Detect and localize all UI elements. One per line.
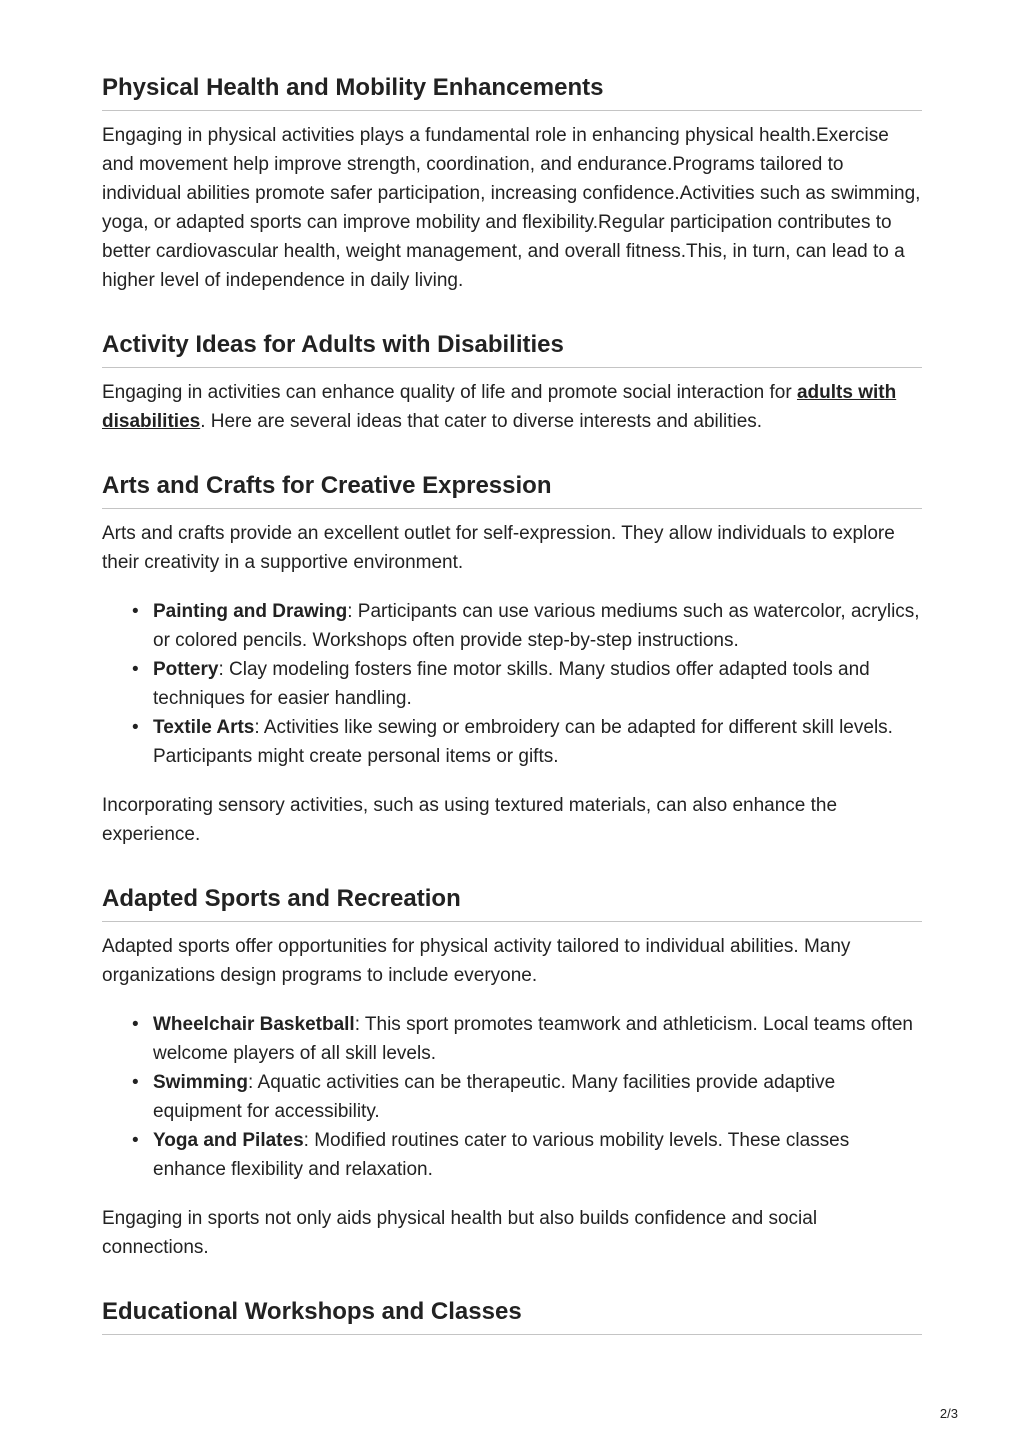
section-activity-ideas — [102, 327, 922, 436]
list-item-term: Painting and Drawing — [153, 601, 348, 622]
intro-text-before: Engaging in activities can enhance quality of life and promote social interaction for — [102, 382, 797, 403]
section-intro: Adapted sports offer opportunities for physical activity tailored to individual abilities. Many organizations design programs to include everyone. — [102, 936, 851, 986]
bullet-list — [102, 597, 922, 771]
intro-text-after: . Here are several ideas that cater to diverse interests and abilities. — [200, 411, 763, 432]
section-arts-crafts — [102, 468, 922, 849]
section-paragraph — [102, 378, 922, 436]
section-heading: Adapted Sports and Recreation — [102, 881, 922, 922]
list-item-text: : Modified routines cater to various mobility levels. These classes enhance flexibility and relaxation. — [153, 1130, 850, 1180]
list-item-text: : Activities like sewing or embroidery can be adapted for different skill levels. Participants might create personal items or gifts. — [153, 717, 893, 767]
section-adapted-sports — [102, 881, 922, 1262]
list-item — [132, 597, 922, 655]
section-heading: Activity Ideas for Adults with Disabilities — [102, 327, 922, 368]
bullet-icon: • — [132, 601, 139, 622]
list-item-text: : Clay modeling fosters fine motor skills. Many studios offer adapted tools and techniques for easier handling. — [153, 659, 870, 709]
section-outro: Incorporating sensory activities, such as using textured materials, can also enhance the experience. — [102, 795, 838, 845]
bullet-icon: • — [132, 1072, 139, 1093]
list-item-term: Pottery — [153, 659, 219, 680]
section-paragraph: Engaging in physical activities plays a fundamental role in enhancing physical health.Exercise and movement help improve strength, coordination, and endurance.Programs tailored to individual abilities promote safer participation, increasing confidence.Activities such as swimming, yoga, or adapted sports can improve mobility and flexibility.Regular participation contributes to better cardiovascular health, weight management, and overall fitness.This, in turn, can lead to a higher level of independence in daily living. — [102, 125, 921, 291]
list-item — [132, 655, 922, 713]
list-item — [132, 1068, 922, 1126]
bullet-icon: • — [132, 659, 139, 680]
list-item-text: : Participants can use various mediums such as watercolor, acrylics, or colored pencils. Workshops often provide step-by-step instructions. — [153, 601, 920, 651]
adults-with-disabilities-link[interactable]: adults with disabilities — [102, 382, 897, 432]
page-number: 2/3 — [939, 1406, 958, 1421]
list-item-term: Yoga and Pilates — [153, 1130, 304, 1151]
list-item-term: Textile Arts — [153, 717, 255, 738]
bullet-icon: • — [132, 1014, 139, 1035]
section-intro: Arts and crafts provide an excellent outlet for self-expression. They allow individuals to explore their creativity in a supportive environment. — [102, 523, 895, 573]
list-item-term: Swimming — [153, 1072, 249, 1093]
list-item — [132, 713, 922, 771]
document-page — [102, 70, 922, 1367]
bullet-icon: • — [132, 717, 139, 738]
section-physical-health — [102, 70, 922, 295]
bullet-icon: • — [132, 1130, 139, 1151]
list-item — [132, 1010, 922, 1068]
section-heading: Physical Health and Mobility Enhancements — [102, 70, 922, 111]
section-heading: Educational Workshops and Classes — [102, 1294, 922, 1335]
section-outro: Engaging in sports not only aids physical health but also builds confidence and social connections. — [102, 1208, 818, 1258]
list-item-text: : This sport promotes teamwork and athleticism. Local teams often welcome players of all skill levels. — [153, 1014, 913, 1064]
bullet-list — [102, 1010, 922, 1184]
section-heading: Arts and Crafts for Creative Expression — [102, 468, 922, 509]
list-item-term: Wheelchair Basketball — [153, 1014, 355, 1035]
section-educational-workshops — [102, 1294, 922, 1335]
list-item — [132, 1126, 922, 1184]
list-item-text: : Aquatic activities can be therapeutic. Many facilities provide adaptive equipment for accessibility. — [153, 1072, 836, 1122]
